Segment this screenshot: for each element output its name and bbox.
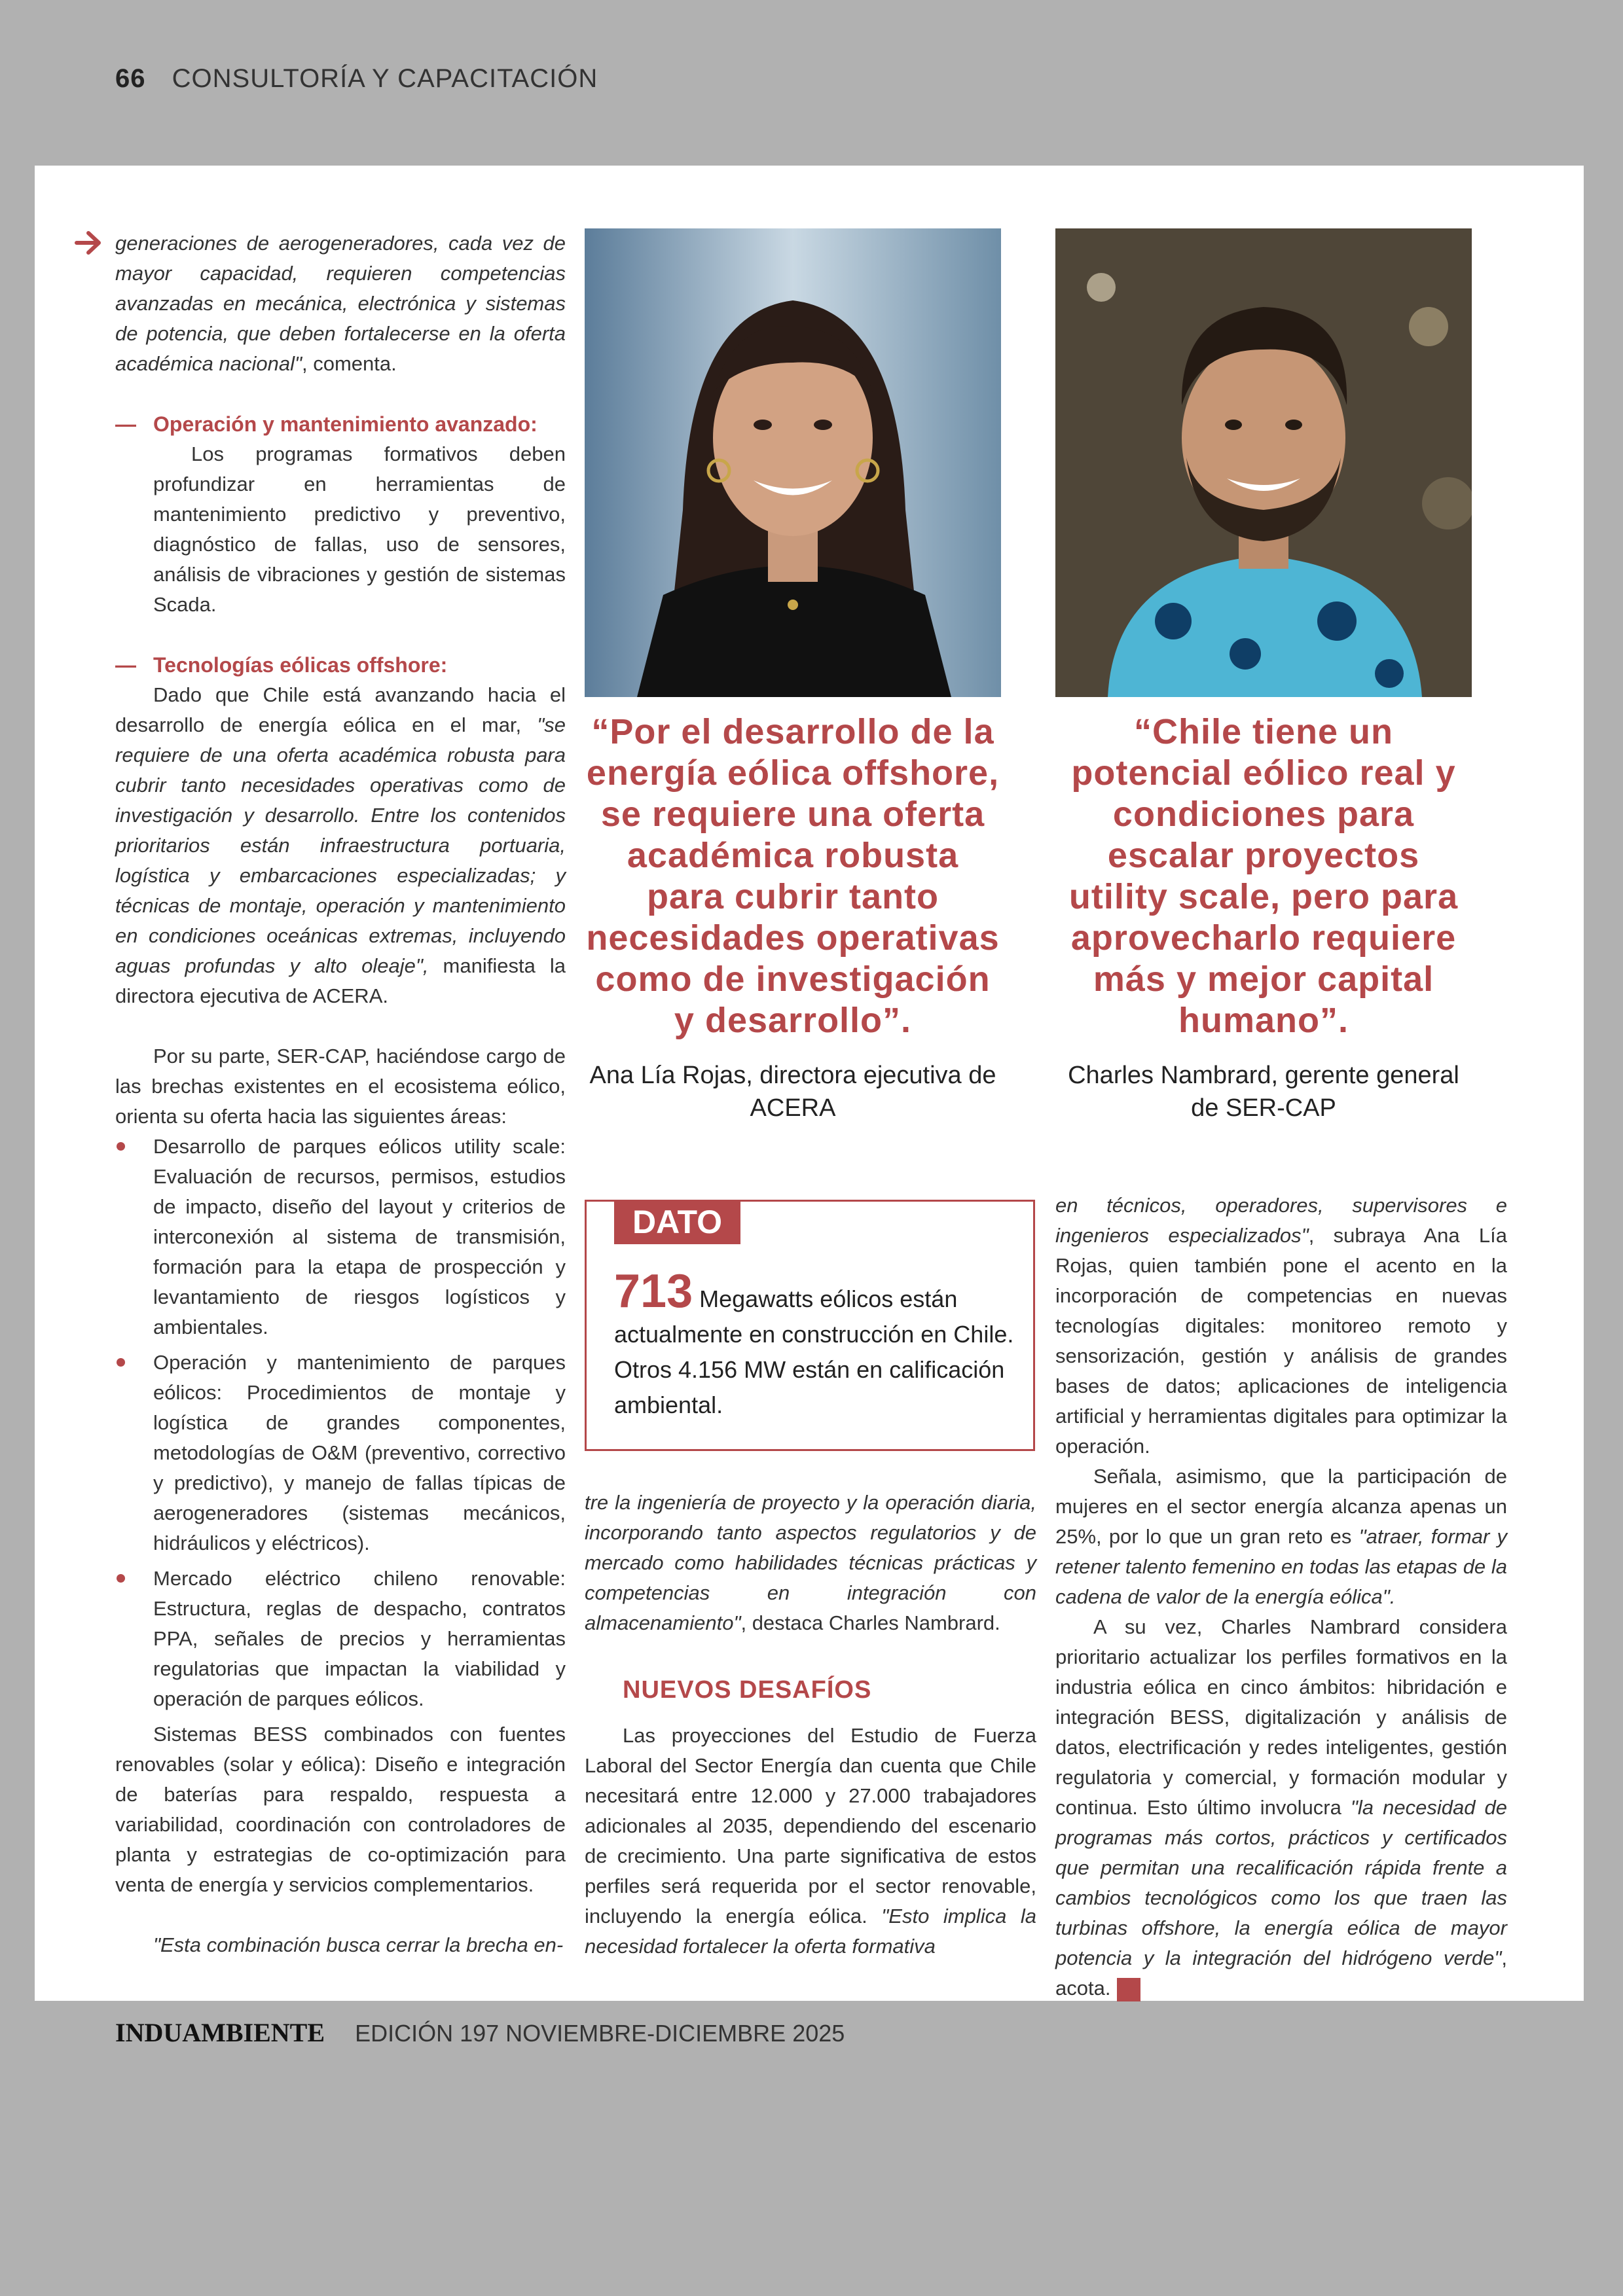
paragraph-proyecciones: Las proyecciones del Estudio de Fuerza Laboral del Sector Energía dan cuenta que Chile necesitará entre 12.000 y 27.000 trabajadores adicionales al 2035, dependiendo del escenario de crecimiento. Una parte significativa de estos perfiles será requerida por el sector renovable, incluyendo la energía eólica. "Esto implica la necesidad fortalecer la oferta formativa (585, 1724, 1037, 1958)
caption-rojas: Ana Lía Rojas, directora ejecutiva de ACERA (589, 1062, 996, 1122)
column-left (115, 228, 566, 1960)
paragraph-continued: "Esta combinación busca cerrar la brecha en- (153, 1933, 564, 1956)
arrow-right-icon (74, 230, 104, 256)
list-item: Operación y mantenimiento de parques eólicos: Procedimientos de montaje y logística de grandes componentes, metodologías de O&M (preventivo, correctivo y predictivo), y manejo de fallas típicas de aerogeneradores (sistemas mecánicos, hidráulicos y eléctricos). (115, 1348, 566, 1558)
paragraph-perfiles: A su vez, Charles Nambrard considera prioritario actualizar los perfiles formativos en la industria eólica en cinco ámbitos: hibridación e integración BESS, digitalización y análisis de datos, electrificación y redes inteligentes, gestión regulatoria y comercial, y formación modular y continua. Esto último involucra "la necesidad de programas más cortos, prácticos y certificados que permitan una recalificación rápida frente a cambios tecnológicos como los que traen las turbinas offshore, la energía eólica de mayor potencia y la integración del hidrógeno verde", acota. IA (1055, 1612, 1507, 2003)
column-middle (585, 1488, 1036, 1962)
list-item: Desarrollo de parques eólicos utility scale: Evaluación de recursos, permisos, estudios de impacto, diseño del layout y criterios de interconexión al sistema de transmisión, formación para la etapa de prospección y levantamiento de riesgos logísticos y ambientales. (115, 1132, 566, 1342)
page-number: 66 (115, 64, 146, 93)
end-mark-icon: IA (1117, 1978, 1140, 2001)
pull-quote-nambrard: “Chile tiene un potencial eólico real y condiciones para escalar proyectos utility scale, pero para aprovecharlo requiere más y mejor capital humano”. (1068, 712, 1459, 1040)
paragraph-tecnicos: en técnicos, operadores, supervisores e ingenieros especializados", subraya Ana Lía Rojas, quien también pone el acento en la incorporación de competencias en nuevas tecnologías digitales: monitoreo remoto y sensorización, gestión y análisis de grandes bases de datos; aplicaciones de inteligencia artificial y herramientas digitales para optimizar la operación. (1055, 1194, 1507, 1458)
caption-nambrard: Charles Nambrard, gerente general de SER-CAP (1068, 1062, 1459, 1122)
article-page (35, 166, 1584, 2001)
section-title: CONSULTORÍA Y CAPACITACIÓN (172, 64, 598, 93)
subhead-operacion: — Operación y mantenimiento avanzado: (115, 412, 538, 436)
edition-info: EDICIÓN 197 NOVIEMBRE-DICIEMBRE 2025 (355, 2020, 845, 2047)
section-heading-nuevos-desafios: NUEVOS DESAFÍOS (623, 1676, 872, 1704)
bullet-icon (117, 1358, 125, 1367)
paragraph-continuation: tre la ingeniería de proyecto y la operación diaria, incorporando tanto aspectos regulatorios y de mercado como habilidades técnicas prácticas y competencias en integración con almacenamiento", destaca Charles Nambrard. (585, 1491, 1036, 1634)
dato-tag: DATO (614, 1200, 740, 1244)
dato-text: 713 Megawatts eólicos están actualmente en construcción en Chile. Otros 4.156 MW están en calificación ambiental. (614, 1265, 1014, 1418)
page-header (115, 64, 598, 103)
page-footer (115, 2017, 845, 2048)
bullet-icon (117, 1142, 125, 1151)
pull-quote-rojas: “Por el desarrollo de la energía eólica offshore, se requiere una oferta académica robusta para cubrir tanto necesidades operativas como de investigación y desarrollo”. (586, 712, 1000, 1040)
dato-box (585, 1200, 1035, 1451)
magazine-logo: INDUAMBIENTE (115, 2018, 325, 2047)
photo-ana-lia-rojas (585, 228, 1001, 697)
column-right (1055, 1191, 1507, 2003)
bullet-icon (117, 1574, 125, 1583)
dato-number: 713 (614, 1265, 693, 1318)
paragraph-sercap: Por su parte, SER-CAP, haciéndose cargo de las brechas existentes en el ecosistema eólico, orienta su oferta hacia las siguientes áreas: (115, 1045, 566, 1128)
paragraph-offshore: Dado que Chile está avanzando hacia el desarrollo de energía eólica en el mar, "se requiere de una oferta académica robusta para cubrir tanto necesidades operativas como de investigación y desarrollo. Entre los contenidos prioritarios están infraestructura portuaria, logística y embarcaciones especializadas; y técnicas de montaje, operación y mantenimiento en condiciones oceánicas extremas, incluyendo aguas profundas y alto oleaje", manifiesta la directora ejecutiva de ACERA. (115, 683, 566, 1007)
lead-paragraph: generaciones de aerogeneradores, cada vez de mayor capacidad, requieren competencias avanzadas en mecánica, electrónica y sistemas de potencia, que deben fortalecerse en la oferta académica nacional", comenta. (115, 232, 566, 375)
subhead-offshore: — Tecnologías eólicas offshore: (115, 653, 448, 677)
paragraph-bess: Sistemas BESS combinados con fuentes renovables (solar y eólica): Diseño e integración de baterías para respaldo, respuesta a variabilidad, coordinación con controladores de planta y estrategias de co-optimización para venta de energía y servicios complementarios. (115, 1723, 566, 1896)
photo-charles-nambrard (1055, 228, 1472, 697)
list-item: Mercado eléctrico chileno renovable: Estructura, reglas de despacho, contratos PPA, señales de precios y herramientas regulatorias que impactan la viabilidad y operación de parques eólicos. (115, 1564, 566, 1714)
paragraph-operacion: Los programas formativos deben profundizar en herramientas de mantenimiento predictivo y preventivo, diagnóstico de fallas, uso de sensores, análisis de vibraciones y gestión de sistemas Scada. (153, 442, 566, 616)
paragraph-mujeres: Señala, asimismo, que la participación de mujeres en el sector energía alcanza apenas un 25%, por lo que un gran reto es "atraer, formar y retener talento femenino en todas las etapas de la cadena de valor de la energía eólica". (1055, 1465, 1507, 1608)
area-list (115, 1132, 566, 1714)
